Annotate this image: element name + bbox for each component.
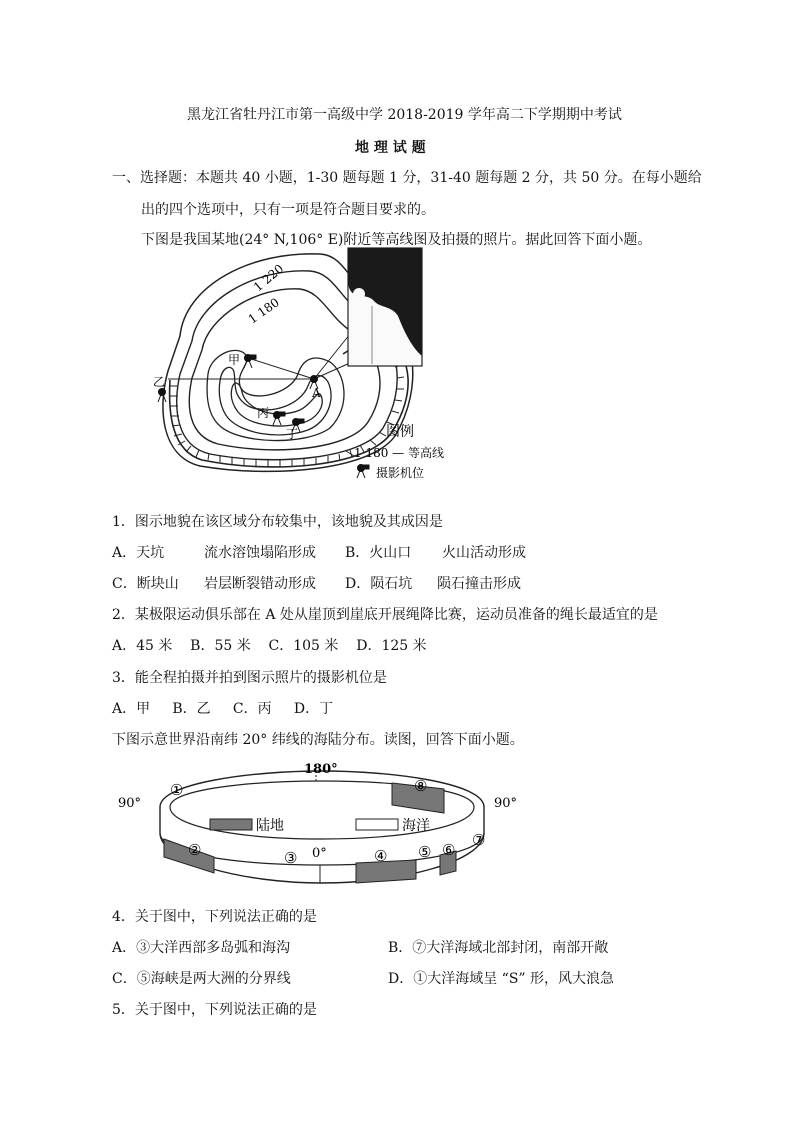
legend-ocean-swatch (356, 819, 398, 830)
marker-5: ⑤ (418, 843, 432, 861)
legend-camera: 摄影机位 (376, 466, 425, 480)
camera-jia-icon (244, 355, 256, 369)
question-5: 5．关于图中，下列说法正确的是 (112, 1002, 317, 1018)
label-ding: 丁 (286, 427, 299, 441)
legend-title: 图例 (386, 424, 414, 440)
legend-contour: 1 180 — 等高线 (354, 446, 444, 460)
q1-option-a-label: A．天坑 (112, 545, 165, 561)
question-2: 2．某极限运动俱乐部在 A 处从崖顶到崖底开展绳降比赛，运动员准备的绳长最适宜的是 (112, 607, 658, 623)
label-180: 180° (304, 762, 338, 777)
q1-option-b-label: B．火山口 (345, 545, 412, 561)
question-4: 4．关于图中，下列说法正确的是 (112, 909, 317, 925)
contour-label-1180: 1 180 (245, 295, 282, 327)
contour-label-1220: 1 220 (250, 261, 287, 295)
q4-option-c: C．⑤海峡是两大洲的分界线 (112, 971, 291, 987)
marker-2: ② (188, 841, 202, 859)
q1-option-b-text: 火山活动形成 (442, 545, 526, 561)
label-a: A (312, 386, 321, 400)
intro-figure2: 下图示意世界沿南纬 20° 纬线的海陆分布。读图，回答下面小题。 (112, 732, 524, 748)
question-1: 1．图示地貌在该区域分布较集中，该地貌及其成因是 (112, 514, 443, 530)
question-3: 3．能全程拍摄并拍到图示照片的摄影机位是 (112, 670, 387, 686)
marker-6: ⑥ (442, 841, 456, 859)
label-90-left: 90° (118, 796, 142, 811)
sight-line-a-jia (248, 358, 314, 379)
q1-option-d-label: D．陨石坑 (345, 576, 413, 592)
label-90-right: 90° (494, 796, 518, 811)
label-bing: 丙 (257, 406, 270, 420)
marker-4: ④ (374, 847, 388, 865)
marker-8: ⑧ (414, 777, 428, 795)
q1-option-c-text: 岩层断裂错动形成 (204, 576, 316, 592)
camera-yi-icon (158, 389, 166, 403)
photo-hole (353, 288, 365, 300)
legend-ocean: 海洋 (402, 818, 430, 834)
intro-figure1: 下图是我国某地(24° N,106° E)附近等高线图及拍摄的照片。据此回答下面小题。 (141, 232, 652, 248)
q1-option-a-text: 流水溶蚀塌陷形成 (204, 545, 316, 561)
marker-7: ⑦ (472, 831, 486, 849)
q4-option-a: A．③大洋西部多岛弧和海沟 (112, 940, 291, 956)
legend-camera-icon (357, 465, 369, 479)
q2-options: A．45 米 B．55 米 C．105 米 D．125 米 (112, 638, 427, 654)
camera-bing-icon (273, 412, 285, 426)
q4-option-d: D．①大洋海域呈 “S” 形，风大浪急 (388, 971, 615, 987)
callout-line-1 (314, 334, 350, 379)
legend-land-swatch (210, 819, 252, 830)
legend-land: 陆地 (256, 818, 284, 834)
label-0: 0° (312, 846, 327, 861)
q1-option-c-label: C．断块山 (112, 576, 179, 592)
section-heading-line2: 出的四个选项中，只有一项是符合题目要求的。 (141, 202, 435, 218)
q4-option-b: B．⑦大洋海域北部封闭，南部开敞 (388, 940, 609, 956)
school-title: 黑龙江省牡丹江市第一高级中学 2018-2019 学年高二下学期期中考试 (187, 107, 622, 123)
section-heading-line1: 一、选择题：本题共 40 小题，1-30 题每题 1 分，31-40 题每题 2 分，共 50 分。在每小题给 (112, 170, 702, 186)
q3-options: A．甲 B．乙 C．丙 D．丁 (112, 701, 334, 717)
label-yi: 乙 (153, 375, 166, 389)
marker-1: ① (170, 781, 184, 799)
latitude-ring-figure (112, 757, 532, 897)
q1-option-d-text: 陨石撞击形成 (437, 576, 521, 592)
subject-title: 地 理 试 题 (355, 140, 426, 156)
contour-map-figure (140, 246, 470, 481)
marker-3: ③ (284, 849, 298, 867)
label-jia: 甲 (228, 353, 241, 367)
